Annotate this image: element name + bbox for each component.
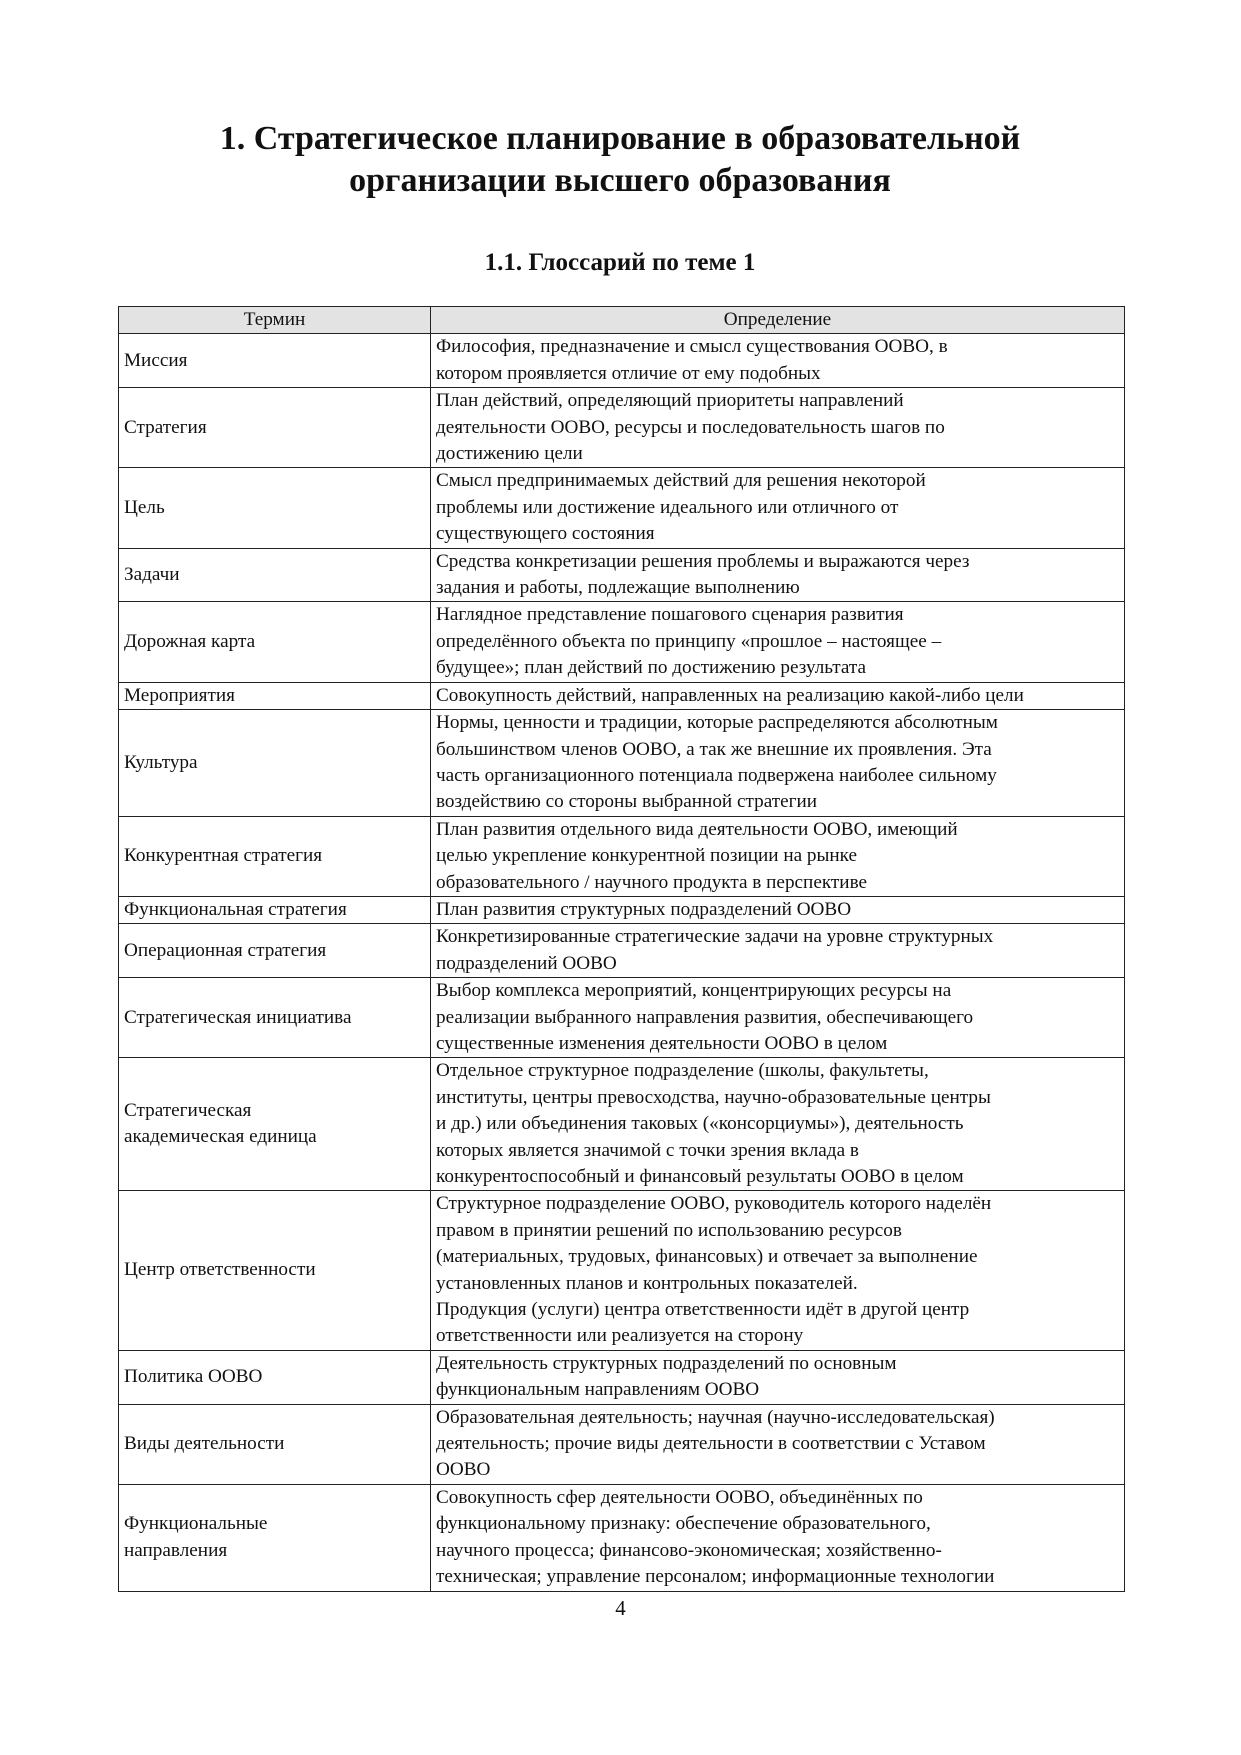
term-cell <box>119 1404 431 1484</box>
term-cell <box>119 896 431 923</box>
page-number: 4 <box>615 1596 626 1620</box>
definition-cell <box>431 978 1125 1058</box>
term-text: направления <box>124 1539 228 1561</box>
chapter-title-line-2: организации высшего образования <box>349 162 891 199</box>
definition-text: План развития структурных подразделений ООВО <box>436 898 852 920</box>
definition-text: Конкретизированные стратегические задачи на уровне структурных <box>436 926 994 948</box>
definition-text: Смысл предпринимаемых действий для решения некоторой <box>436 470 926 492</box>
definition-cell <box>431 1058 1125 1191</box>
table-row <box>119 602 1125 682</box>
term-text: Стратегическая инициатива <box>124 1006 352 1028</box>
definition-text: научного процесса; финансово-экономическая; хозяйственно- <box>436 1539 942 1561</box>
term-cell <box>119 468 431 548</box>
term-cell <box>119 334 431 388</box>
table-row <box>119 924 1125 978</box>
definition-text: проблемы или достижение идеального или отличного от <box>436 496 899 518</box>
term-text: Цель <box>124 496 165 518</box>
definition-text: ООВО <box>436 1459 491 1481</box>
definition-text: институты, центры превосходства, научно-образовательные центры <box>436 1086 991 1108</box>
definition-text: которых является значимой с точки зрения вклада в <box>436 1139 859 1161</box>
table-row <box>119 1058 1125 1191</box>
chapter-title <box>100 118 1140 202</box>
term-text: Мероприятия <box>124 684 235 706</box>
definition-text: и др.) или объединения таковых («консорциумы»), деятельность <box>436 1113 964 1135</box>
table-row <box>119 468 1125 548</box>
definition-text: большинством членов ООВО, а так же внешние их проявления. Эта <box>436 738 992 760</box>
definition-text: ответственности или реализуется на сторону <box>436 1325 804 1347</box>
definition-text: образовательного / научного продукта в перспективе <box>436 871 868 893</box>
definition-text: Структурное подразделение ООВО, руководитель которого наделён <box>436 1193 992 1215</box>
table-row <box>119 388 1125 468</box>
term-text: Функциональная стратегия <box>124 898 347 920</box>
definition-text: Продукция (услуги) центра ответственности идёт в другой центр <box>436 1299 970 1321</box>
term-text: Политика ООВО <box>124 1366 263 1388</box>
definition-text: (материальных, трудовых, финансовых) и отвечает за выполнение <box>436 1246 978 1268</box>
definition-text: Средства конкретизации решения проблемы и выражаются через <box>436 550 970 572</box>
definition-text: определённого объекта по принципу «прошлое – настоящее – <box>436 630 942 652</box>
definition-cell <box>431 710 1125 817</box>
header-definition: Определение <box>431 307 1125 334</box>
table-row <box>119 896 1125 923</box>
definition-cell <box>431 682 1125 709</box>
definition-text: Выбор комплекса мероприятий, концентрирующих ресурсы на <box>436 980 952 1002</box>
definition-text: Наглядное представление пошагового сценария развития <box>436 604 904 626</box>
table-row <box>119 1350 1125 1404</box>
section-title: 1.1. Глоссарий по теме 1 <box>484 249 756 276</box>
definition-text: Философия, предназначение и смысл существования ООВО, в <box>436 336 948 358</box>
definition-text: конкурентоспособный и финансовый результаты ООВО в целом <box>436 1166 964 1187</box>
definition-text: достижению цели <box>436 443 583 465</box>
definition-text: реализации выбранного направления развития, обеспечивающего <box>436 1006 974 1028</box>
definition-text: установленных планов и контрольных показателей. <box>436 1272 858 1294</box>
term-cell <box>119 388 431 468</box>
term-text: Культура <box>124 751 198 773</box>
table-row <box>119 548 1125 602</box>
term-text: Операционная стратегия <box>124 939 327 961</box>
term-text: Функциональные <box>124 1513 268 1535</box>
definition-cell <box>431 1404 1125 1484</box>
term-cell <box>119 548 431 602</box>
definition-cell <box>431 388 1125 468</box>
definition-text: котором проявляется отличие от ему подобных <box>436 362 821 384</box>
definition-text: Совокупность сфер деятельности ООВО, объединённых по <box>436 1486 923 1508</box>
term-cell <box>119 710 431 817</box>
definition-text: Отдельное структурное подразделение (школы, факультеты, <box>436 1060 929 1082</box>
definition-text: План действий, определяющий приоритеты направлений <box>436 390 904 412</box>
table-row <box>119 1191 1125 1350</box>
definition-text: Нормы, ценности и традиции, которые распределяются абсолютным <box>436 712 998 734</box>
term-cell <box>119 1058 431 1191</box>
table-row <box>119 334 1125 388</box>
definition-text: правом в принятии решений по использованию ресурсов <box>436 1219 902 1241</box>
term-text: Конкурентная стратегия <box>124 845 323 867</box>
definition-text: целью укрепление конкурентной позиции на рынке <box>436 845 858 867</box>
table-header-row <box>119 307 1125 334</box>
glossary-body <box>119 334 1125 1591</box>
term-text: Дорожная карта <box>124 630 256 652</box>
table-row <box>119 710 1125 817</box>
chapter-title-line-1: 1. Стратегическое планирование в образовательной <box>219 120 1021 157</box>
term-cell <box>119 1191 431 1350</box>
definition-text: подразделений ООВО <box>436 952 617 974</box>
definition-cell <box>431 816 1125 896</box>
definition-text: существенные изменения деятельности ООВО в целом <box>436 1032 888 1054</box>
definition-cell <box>431 1350 1125 1404</box>
term-text: академическая единица <box>124 1126 317 1148</box>
definition-cell <box>431 468 1125 548</box>
definition-text: Деятельность структурных подразделений по основным <box>436 1352 897 1374</box>
definition-text: Совокупность действий, направленных на реализацию какой-либо цели <box>436 684 1024 706</box>
definition-cell <box>431 896 1125 923</box>
definition-text: существующего состояния <box>436 523 655 545</box>
definition-text: задания и работы, подлежащие выполнению <box>436 577 800 599</box>
term-cell <box>119 602 431 682</box>
definition-text: будущее»; план действий по достижению результата <box>436 657 867 679</box>
term-text: Задачи <box>124 563 180 585</box>
table-row <box>119 816 1125 896</box>
table-row <box>119 1484 1125 1591</box>
term-text: Стратегия <box>124 416 207 438</box>
definition-text: План развития отдельного вида деятельности ООВО, имеющий <box>436 818 958 840</box>
term-cell <box>119 1484 431 1591</box>
table-row <box>119 1404 1125 1484</box>
table-row <box>119 978 1125 1058</box>
definition-text: функциональным направлениям ООВО <box>436 1379 760 1401</box>
definition-text: функциональному признаку: обеспечение образовательного, <box>436 1513 931 1535</box>
term-text: Стратегическая <box>124 1099 252 1121</box>
definition-text: техническая; управление персоналом; информационные технологии <box>436 1566 995 1588</box>
definition-cell <box>431 1484 1125 1591</box>
definition-text: Образовательная деятельность; научная (научно-исследовательская) <box>436 1406 995 1428</box>
header-term: Термин <box>119 307 431 334</box>
definition-text: деятельность; прочие виды деятельности в соответствии с Уставом <box>436 1433 986 1455</box>
term-cell <box>119 978 431 1058</box>
term-cell <box>119 1350 431 1404</box>
term-cell <box>119 682 431 709</box>
definition-cell <box>431 924 1125 978</box>
glossary-table <box>118 306 1125 1592</box>
definition-cell <box>431 334 1125 388</box>
definition-cell <box>431 1191 1125 1350</box>
term-text: Центр ответственности <box>124 1259 316 1281</box>
definition-cell <box>431 548 1125 602</box>
term-text: Миссия <box>124 349 188 371</box>
term-cell <box>119 924 431 978</box>
term-text: Виды деятельности <box>124 1433 285 1455</box>
definition-cell <box>431 602 1125 682</box>
table-row <box>119 682 1125 709</box>
definition-text: деятельности ООВО, ресурсы и последовательность шагов по <box>436 416 945 438</box>
term-cell <box>119 816 431 896</box>
definition-text: часть организационного потенциала подвержена наиболее сильному <box>436 764 997 786</box>
definition-text: воздействию со стороны выбранной стратегии <box>436 791 818 813</box>
